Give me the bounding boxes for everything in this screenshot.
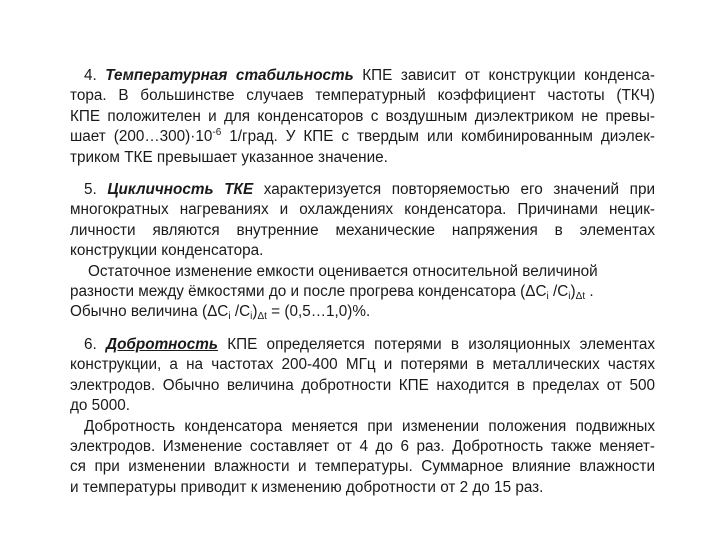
item-number: 4. xyxy=(84,67,97,84)
text-fragment: ) xyxy=(570,283,576,301)
text-fragment: Обычно величина (ΔC xyxy=(70,303,229,321)
term-q-factor: Добротность xyxy=(106,335,218,353)
text-line: многократных нагреваниях и охлаждениях конденсатора. Причинами нецик- xyxy=(70,201,655,219)
subscript-i: i xyxy=(546,291,549,303)
paragraph-q-factor xyxy=(70,335,655,498)
text-line: до 5000. xyxy=(70,397,130,415)
text-line xyxy=(70,127,655,147)
text-line: конструкции, а на частотах 200-400 МГц и потерями в металлических частях xyxy=(70,356,655,374)
text-fragment: шает (200…300)·10 xyxy=(70,128,213,146)
text-fragment: = (0,5…1,0)%. xyxy=(266,303,371,321)
term-temperature-stability: Температурная стабильность xyxy=(105,67,354,84)
subscript-delta-t: Δt xyxy=(257,311,267,323)
document-page xyxy=(70,66,655,498)
text-line: триком ТКЕ превышает указанное значение. xyxy=(70,148,388,166)
text-line: ся при изменении влажности и температуры. Суммарное влияние влажности xyxy=(70,458,655,476)
text-fragment: КПЕ определяется потерями в изоляционных элементах xyxy=(217,335,656,353)
paragraph-gap xyxy=(70,323,655,335)
text-line: КПЕ положителен и для конденсаторов с воздушным диэлектриком не превы- xyxy=(70,107,655,125)
subscript-i: i xyxy=(568,291,571,303)
text-fragment: ) xyxy=(252,303,258,321)
text-line: Добротность конденсатора меняется при изменении положения подвижных xyxy=(84,417,655,435)
text-fragment: КПЕ зависит от конструкции конденса- xyxy=(353,67,656,84)
term-tke-cyclicity: Цикличность ТКЕ xyxy=(107,181,254,199)
text-line xyxy=(70,282,655,302)
subscript-i: i xyxy=(228,311,231,323)
text-line: Остаточное изменение емкости оценивается относительной величиной xyxy=(88,262,598,280)
text-line: конструкции конденсатора. xyxy=(70,242,264,260)
text-line xyxy=(70,180,655,200)
subscript-delta-t: Δt xyxy=(575,291,586,303)
text-line: электродов. Обычно величина добротности КПЕ находится в пределах от 500 xyxy=(70,376,655,394)
item-number: 6. xyxy=(84,335,97,353)
text-line: и температуры приводит к изменению добротности от 2 до 15 раз. xyxy=(70,478,544,496)
text-fragment: характеризуется повторяемостью его значений при xyxy=(253,181,655,199)
text-line xyxy=(70,335,655,355)
text-fragment: 1/град. У КПЕ с твердым или комбинированным диэлек- xyxy=(221,128,655,146)
paragraph-tke-cyclicity xyxy=(70,180,655,323)
text-fragment: . xyxy=(585,283,594,301)
subscript-i: i xyxy=(250,311,253,323)
text-fragment: разности между ёмкостями до и после прогрева конденсатора (ΔC xyxy=(70,283,547,301)
text-fragment: /C xyxy=(230,303,251,321)
paragraph-temperature-stability xyxy=(70,66,655,168)
text-line: тора. В большинстве случаев температурный коэффициент частоты (ТКЧ) xyxy=(70,87,655,105)
text-line xyxy=(70,302,655,322)
item-number: 5. xyxy=(84,181,97,199)
text-line: личности являются внутренние механические напряжения в элементах xyxy=(70,221,655,239)
paragraph-gap xyxy=(70,168,655,180)
text-fragment: /C xyxy=(548,283,569,301)
exponent: -6 xyxy=(212,127,222,139)
text-line xyxy=(70,66,655,86)
text-line: электродов. Изменение составляет от 4 до 6 раз. Добротность также меняет- xyxy=(70,437,655,455)
